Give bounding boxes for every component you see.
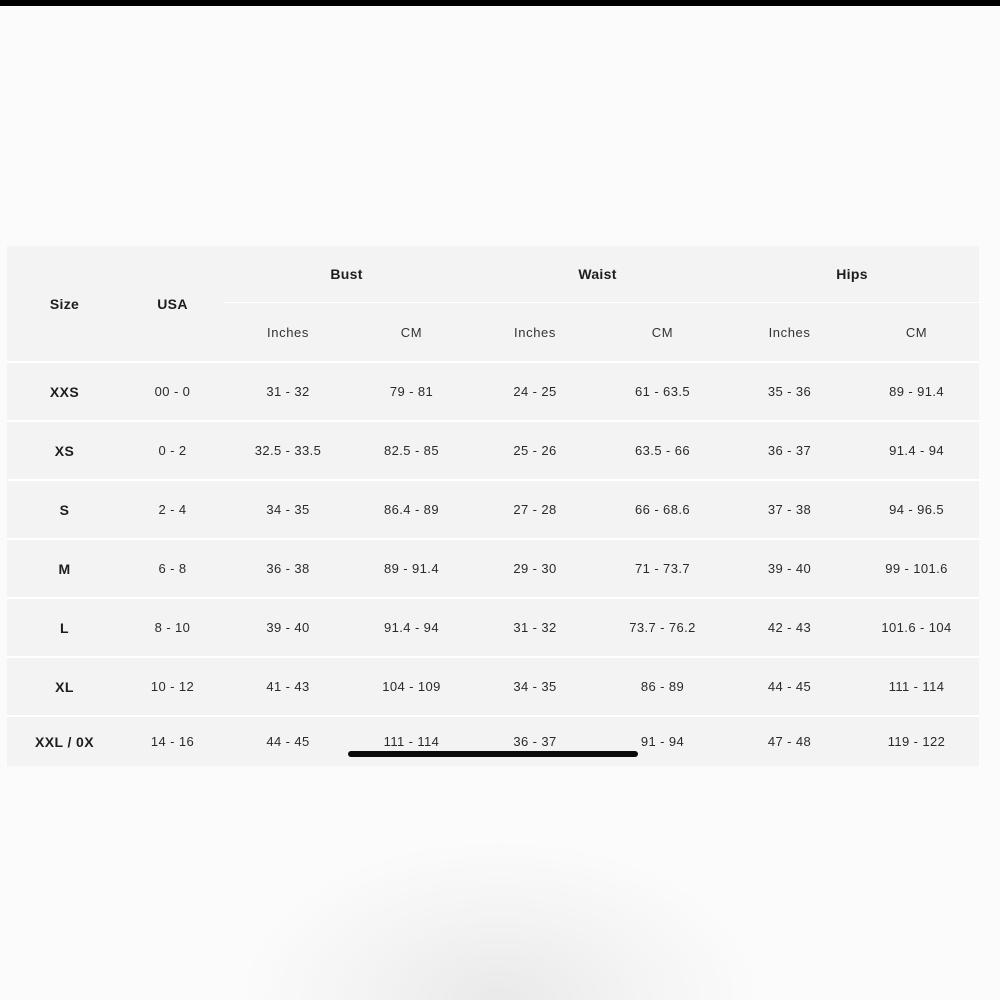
usa-cell: 10 - 12 — [122, 657, 223, 716]
size-cell: XXS — [7, 362, 122, 421]
bust-inches-cell: 31 - 32 — [223, 362, 353, 421]
waist-cm-cell: 73.7 - 76.2 — [600, 598, 725, 657]
usa-cell: 2 - 4 — [122, 480, 223, 539]
waist-inches-cell: 29 - 30 — [470, 539, 600, 598]
hips-inches-cell: 36 - 37 — [725, 421, 854, 480]
size-cell: XL — [7, 657, 122, 716]
hips-inches-cell: 44 - 45 — [725, 657, 854, 716]
bust-inches-cell: 36 - 38 — [223, 539, 353, 598]
bust-cm-cell: 104 - 109 — [353, 657, 470, 716]
hips-inches-cell: 39 - 40 — [725, 539, 854, 598]
bust-cm-cell: 111 - 114 — [353, 716, 470, 766]
usa-cell: 8 - 10 — [122, 598, 223, 657]
table-row — [7, 539, 979, 598]
header-hips: Hips — [725, 246, 979, 303]
header-size: Size — [49, 295, 80, 312]
waist-inches-cell: 36 - 37 — [470, 716, 600, 766]
table-row — [7, 421, 979, 480]
header-waist: Waist — [470, 246, 725, 303]
home-indicator-bar[interactable] — [348, 751, 638, 757]
hips-inches-cell: 47 - 48 — [725, 716, 854, 766]
bust-inches-cell: 39 - 40 — [223, 598, 353, 657]
hips-inches-cell: 37 - 38 — [725, 480, 854, 539]
hips-inches-cell: 42 - 43 — [725, 598, 854, 657]
header-hips-inches: Inches — [768, 324, 811, 340]
header-hips-cm: CM — [905, 324, 928, 340]
table-row — [7, 362, 979, 421]
bust-cm-cell: 79 - 81 — [353, 362, 470, 421]
header-waist-cm: CM — [651, 324, 674, 340]
header-usa: USA — [157, 295, 188, 312]
bust-inches-cell: 32.5 - 33.5 — [223, 421, 353, 480]
table-row — [7, 657, 979, 716]
hips-cm-cell: 91.4 - 94 — [854, 421, 979, 480]
waist-inches-cell: 31 - 32 — [470, 598, 600, 657]
bust-cm-cell: 91.4 - 94 — [353, 598, 470, 657]
header-bust: Bust — [223, 246, 470, 303]
bust-cm-cell: 89 - 91.4 — [353, 539, 470, 598]
bust-cm-cell: 82.5 - 85 — [353, 421, 470, 480]
header-bust-cm: CM — [400, 324, 423, 340]
waist-cm-cell: 71 - 73.7 — [600, 539, 725, 598]
table-row — [7, 716, 979, 766]
usa-cell: 6 - 8 — [122, 539, 223, 598]
bust-inches-cell: 44 - 45 — [223, 716, 353, 766]
size-cell: S — [7, 480, 122, 539]
waist-cm-cell: 63.5 - 66 — [600, 421, 725, 480]
bust-cm-cell: 86.4 - 89 — [353, 480, 470, 539]
waist-inches-cell: 24 - 25 — [470, 362, 600, 421]
size-cell: L — [7, 598, 122, 657]
usa-cell: 00 - 0 — [122, 362, 223, 421]
size-chart-table — [7, 246, 979, 766]
usa-cell: 0 - 2 — [122, 421, 223, 480]
table-row — [7, 480, 979, 539]
header-waist-inches: Inches — [514, 324, 556, 340]
hips-cm-cell: 89 - 91.4 — [854, 362, 979, 421]
waist-inches-cell: 34 - 35 — [470, 657, 600, 716]
usa-cell: 14 - 16 — [122, 716, 223, 766]
waist-cm-cell: 61 - 63.5 — [600, 362, 725, 421]
bust-inches-cell: 34 - 35 — [223, 480, 353, 539]
header-bust-inches: Inches — [267, 324, 309, 340]
size-cell: XXL / 0X — [7, 716, 122, 766]
hips-cm-cell: 119 - 122 — [854, 716, 979, 766]
size-cell: XS — [7, 421, 122, 480]
hips-cm-cell: 101.6 - 104 — [854, 598, 979, 657]
hips-inches-cell: 35 - 36 — [725, 362, 854, 421]
hips-cm-cell: 94 - 96.5 — [854, 480, 979, 539]
waist-cm-cell: 91 - 94 — [600, 716, 725, 766]
hips-cm-cell: 111 - 114 — [854, 657, 979, 716]
size-cell: M — [7, 539, 122, 598]
waist-inches-cell: 25 - 26 — [470, 421, 600, 480]
bust-inches-cell: 41 - 43 — [223, 657, 353, 716]
waist-cm-cell: 86 - 89 — [600, 657, 725, 716]
hips-cm-cell: 99 - 101.6 — [854, 539, 979, 598]
waist-cm-cell: 66 - 68.6 — [600, 480, 725, 539]
table-row — [7, 598, 979, 657]
top-edge-bar — [0, 0, 1000, 6]
waist-inches-cell: 27 - 28 — [470, 480, 600, 539]
